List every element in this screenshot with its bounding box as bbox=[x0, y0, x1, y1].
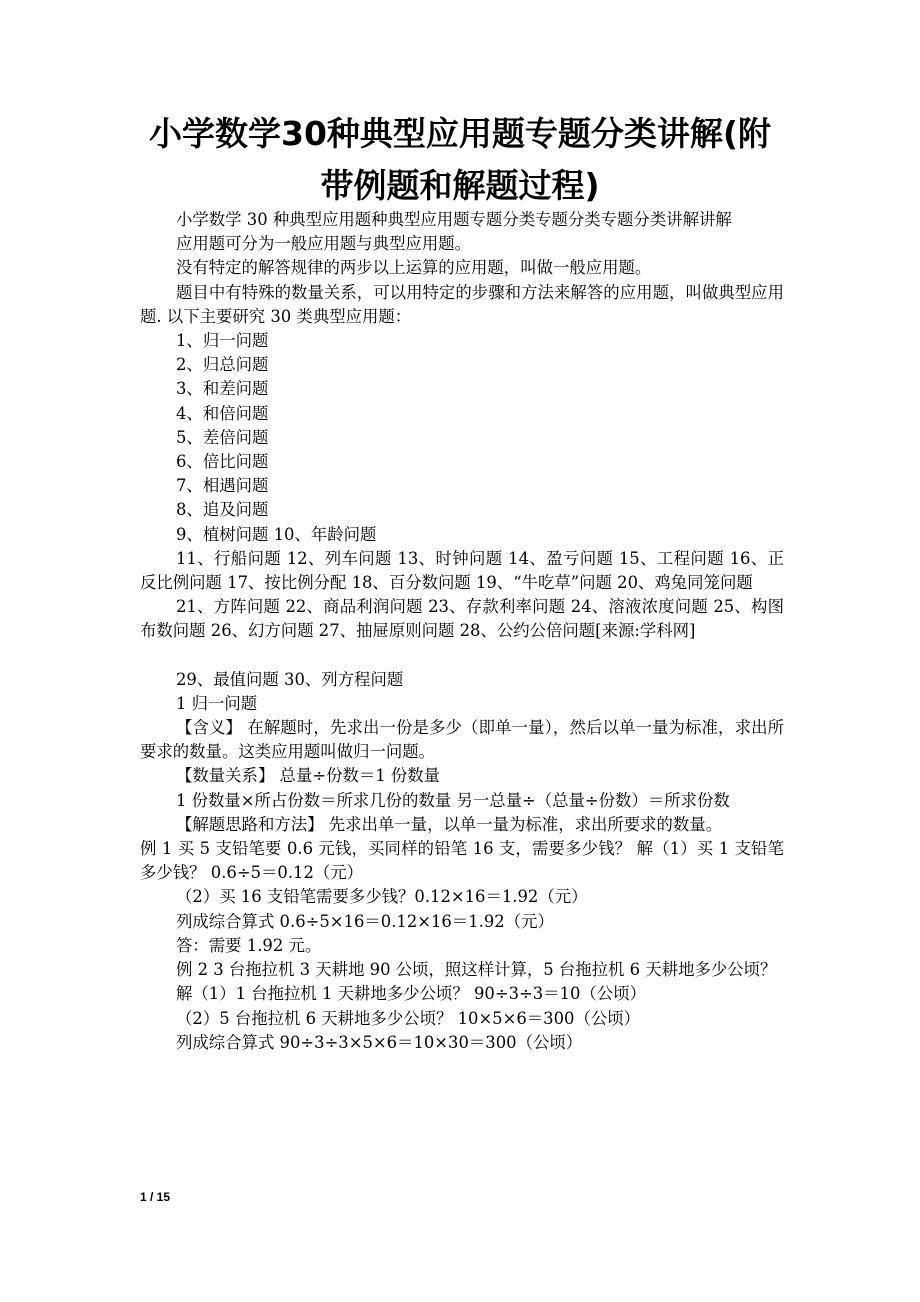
paragraph: （2）买 16 支铅笔需要多少钱？0.12×16＝1.92（元） bbox=[176, 887, 588, 907]
blank-line bbox=[140, 644, 784, 668]
example-paragraph: 例 1 买 5 支铅笔要 0.6 元钱，买同样的铅笔 16 支，需要多少钱？ 解（1）买 1 支铅笔多少钱？ 0.6÷5＝0.12（元） bbox=[140, 839, 784, 883]
paragraph: 题目中有特殊的数量关系，可以用特定的步骤和方法来解答的应用题，叫做典型应用题. 以下主要研究 30 类典型应用题： bbox=[140, 282, 784, 326]
paragraph: 应用题可分为一般应用题与典型应用题。 bbox=[176, 234, 472, 254]
paragraph: 解（1）1 台拖拉机 1 天耕地多少公顷？ 90÷3÷3＝10（公顷） bbox=[176, 984, 646, 1004]
list-item: 3、和差问题 bbox=[176, 379, 269, 399]
paragraph: 小学数学 30 种典型应用题种典型应用题专题分类专题分类专题分类讲解讲解 bbox=[176, 210, 732, 229]
list-item: 5、差倍问题 bbox=[176, 427, 269, 447]
paragraph: 【数量关系】 总量÷份数＝1 份数量 bbox=[176, 766, 441, 786]
paragraph: 【含义】 在解题时，先求出一份是多少（即单一量），然后以单一量为标准，求出所要求的数量。这类应用题叫做归一问题。 bbox=[140, 718, 784, 762]
title-line-1: 小学数学30种典型应用题专题分类讲解(附 bbox=[148, 114, 771, 153]
paragraph: 1 份数量×所占份数＝所求几份的数量 另一总量÷（总量÷份数）＝所求份数 bbox=[176, 790, 730, 810]
list-item: 8、追及问题 bbox=[176, 500, 269, 520]
paragraph: 【解题思路和方法】 先求出单一量，以单一量为标准，求出所要求的数量。 bbox=[176, 814, 723, 834]
paragraph: 列成综合算式 0.6÷5×16＝0.12×16＝1.92（元） bbox=[176, 911, 554, 931]
section-heading: 1 归一问题 bbox=[176, 693, 258, 713]
list-item: 7、相遇问题 bbox=[176, 476, 269, 496]
list-item: 4、和倍问题 bbox=[176, 403, 269, 423]
paragraph: 答：需要 1.92 元。 bbox=[176, 935, 322, 955]
document-title bbox=[140, 108, 780, 212]
paragraph: 没有特定的解答规律的两步以上运算的应用题，叫做一般应用题。 bbox=[176, 258, 652, 278]
list-item: 6、倍比问题 bbox=[176, 452, 269, 472]
title-line-2: 带例题和解题过程) bbox=[320, 166, 600, 205]
list-item: 21、方阵问题 22、商品利润问题 23、存款利率问题 24、溶液浓度问题 25、构图布数问题 26、幻方问题 27、抽屉原则问题 28、公约公倍问题[来源:学科网] bbox=[140, 597, 784, 641]
list-item: 29、最值问题 30、列方程问题 bbox=[176, 669, 404, 689]
document-body bbox=[140, 208, 784, 1055]
example-paragraph: 例 2 3 台拖拉机 3 天耕地 90 公顷，照这样计算，5 台拖拉机 6 天耕地多少公顷？ bbox=[176, 960, 777, 980]
paragraph: （2）5 台拖拉机 6 天耕地多少公顷？ 10×5×6＝300（公顷） bbox=[176, 1008, 641, 1028]
list-item: 11、行船问题 12、列车问题 13、时钟问题 14、盈亏问题 15、工程问题 16、正反比例问题 17、按比例分配 18、百分数问题 19、“牛吃草”问题 20、鸡兔同笼问题 bbox=[140, 548, 784, 593]
page-number: 1 / 15 bbox=[140, 1190, 171, 1204]
list-item: 2、归总问题 bbox=[176, 355, 269, 375]
list-item: 1、归一问题 bbox=[176, 331, 269, 351]
paragraph: 列成综合算式 90÷3÷3×5×6＝10×30＝300（公顷） bbox=[176, 1032, 583, 1052]
list-item: 9、植树问题 10、年龄问题 bbox=[176, 524, 377, 544]
